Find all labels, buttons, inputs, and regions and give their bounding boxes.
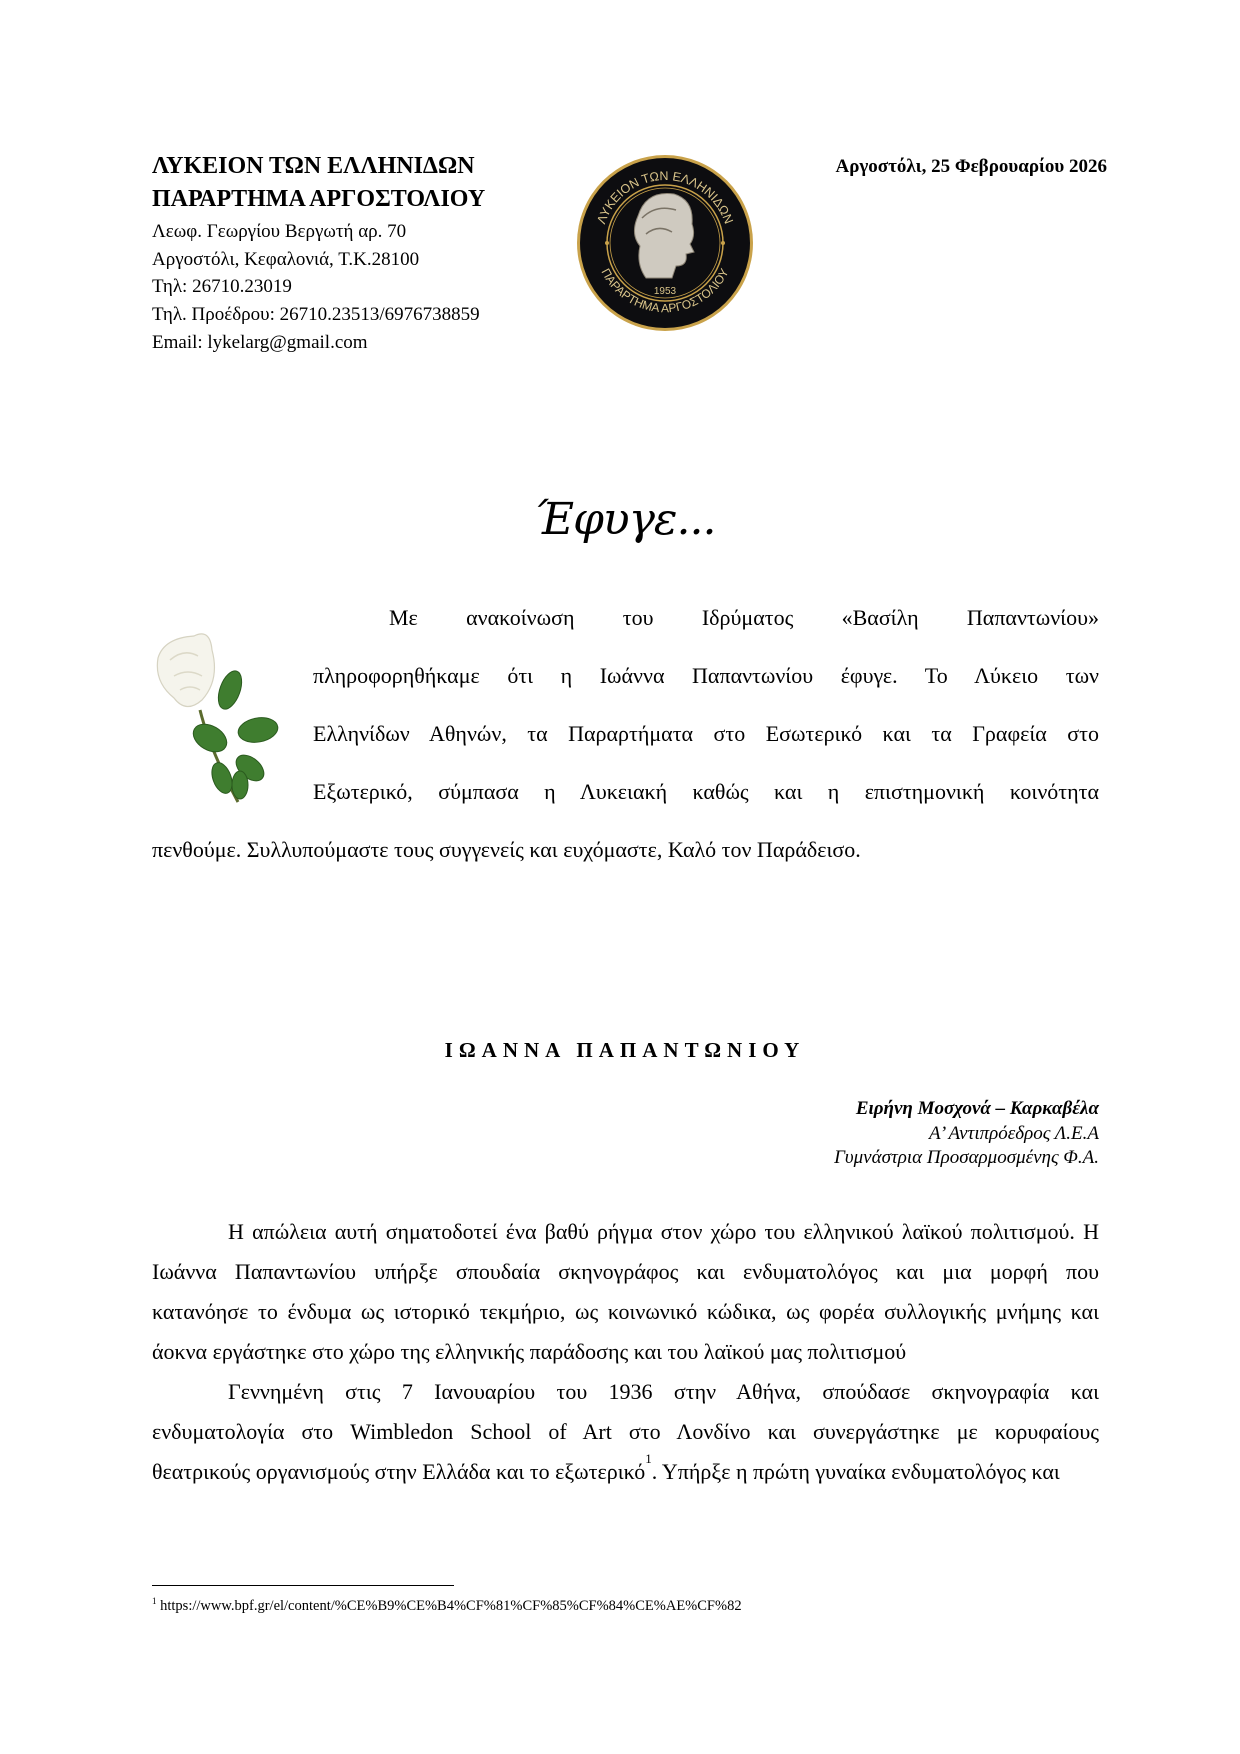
announcement-line: πενθούμε. Συλλυπούμαστε τους συγγενείς και ευχόμαστε, Καλό τον Παράδεισο. [152, 837, 861, 862]
address: Λεωφ. Γεωργίου Βεργωτή αρ. 70 [152, 221, 407, 242]
announcement-line: Εξωτερικό, σύμπασα η Λυκειακή καθώς και η επιστημονική κοινότητα [313, 779, 1099, 804]
article-line: ενδυματολογία στο Wimbledon School of Art στο Λονδίνο και συνεργάστηκε με κορυφαίους [152, 1419, 1099, 1444]
logo-year: 1953 [653, 286, 677, 297]
article-line: Γεννημένη στις 7 Ιανουαρίου του 1936 στην Αθήνα, σπούδασε σκηνογραφία και [228, 1379, 1099, 1404]
author-role-1: Α’ Αντιπρόεδρος Λ.Ε.Α [929, 1123, 1099, 1144]
white-rose-image [150, 630, 295, 805]
organization-name [152, 150, 485, 216]
city: Αργοστόλι, Κεφαλονιά, Τ.Κ.28100 [152, 248, 420, 270]
announcement-line: πληροφορηθήκαμε ότι η Ιωάννα Παπαντωνίου έφυγε. Το Λύκειο των [313, 663, 1099, 688]
lyceum-logo-seal [576, 154, 754, 332]
footnote-number: 1 [152, 1596, 157, 1607]
author-role-2: Γυμνάστρια Προσαρμοσμένης Φ.Α. [834, 1147, 1099, 1168]
article-line: κατανόησε το ένδυμα ως ιστορικό τεκμήριο, ως κοινωνικό κώδικα, ως φορέα συλλογικής μνήμης και [152, 1299, 1099, 1324]
svg-text:ΠΑΡΑΡΤΗΜΑ ΑΡΓΟΣΤΟΛΙΟΥ: ΠΑΡΑΡΤΗΜΑ ΑΡΓΟΣΤΟΛΙΟΥ [598, 266, 732, 316]
phone: Τηλ: 26710.23019 [152, 276, 292, 298]
article-line [152, 1451, 1099, 1485]
article-text: θεατρικούς οργανισμούς στην Ελλάδα και το εξωτερικό [152, 1459, 646, 1484]
email: Email: lykelarg@gmail.com [152, 331, 368, 353]
article-line: Η απώλεια αυτή σηματοδοτεί ένα βαθύ ρήγμα στον χώρο του ελληνικού λαϊκού πολιτισμού. Η [228, 1219, 1099, 1244]
announcement-heading: Έφυγε... [534, 494, 716, 545]
announcement-line: Ελληνίδων Αθηνών, τα Παραρτήματα στο Εσωτερικό και τα Γραφεία στο [313, 721, 1099, 746]
org-line-2: ΠΑΡΑΡΤΗΜΑ ΑΡΓΟΣΤΟΛΙΟΥ [152, 186, 486, 212]
author-name: Ειρήνη Μοσχονά – Καρκαβέλα [855, 1098, 1099, 1119]
svg-text:ΛΥΚΕΙΟΝ ΤΩΝ ΕΛΛΗΝΙΔΩΝ: ΛΥΚΕΙΟΝ ΤΩΝ ΕΛΛΗΝΙΔΩΝ [594, 168, 736, 226]
footnote [152, 1598, 742, 1615]
footnote-divider [152, 1585, 454, 1586]
footnote-reference[interactable]: 1 [645, 1451, 652, 1466]
announcement-line: Με ανακοίνωση του Ιδρύματος «Βασίλη Παπαντωνίου» [389, 605, 1099, 630]
article-title: ΙΩΑΝΝΑ ΠΑΠΑΝΤΩΝΙΟΥ [444, 1038, 806, 1062]
article-line: άοκνα εργάστηκε στο χώρο της ελληνικής παράδοσης και του λαϊκού μας πολιτισμού [152, 1339, 907, 1364]
letter-date: Αργοστόλι, 25 Φεβρουαρίου 2026 [835, 156, 1107, 177]
contact-block [152, 218, 480, 357]
org-line-1: ΛΥΚΕΙΟΝ ΤΩΝ ΕΛΛΗΝΙΔΩΝ [152, 153, 475, 179]
article-line: Ιωάννα Παπαντωνίου υπήρξε σπουδαία σκηνογράφος και ενδυματολόγος και μια μορφή που [152, 1259, 1099, 1284]
footnote-link[interactable]: https://www.bpf.gr/el/content/%CE%B9%CE%B4%CF%81%CF%85%CF%84%CE%AE%CF%82 [156, 1598, 742, 1614]
president-phone: Τηλ. Προέδρου: 26710.23513/6976738859 [152, 304, 480, 326]
article-text: . Υπήρξε η πρώτη γυναίκα ενδυματολόγος και [651, 1459, 1060, 1484]
